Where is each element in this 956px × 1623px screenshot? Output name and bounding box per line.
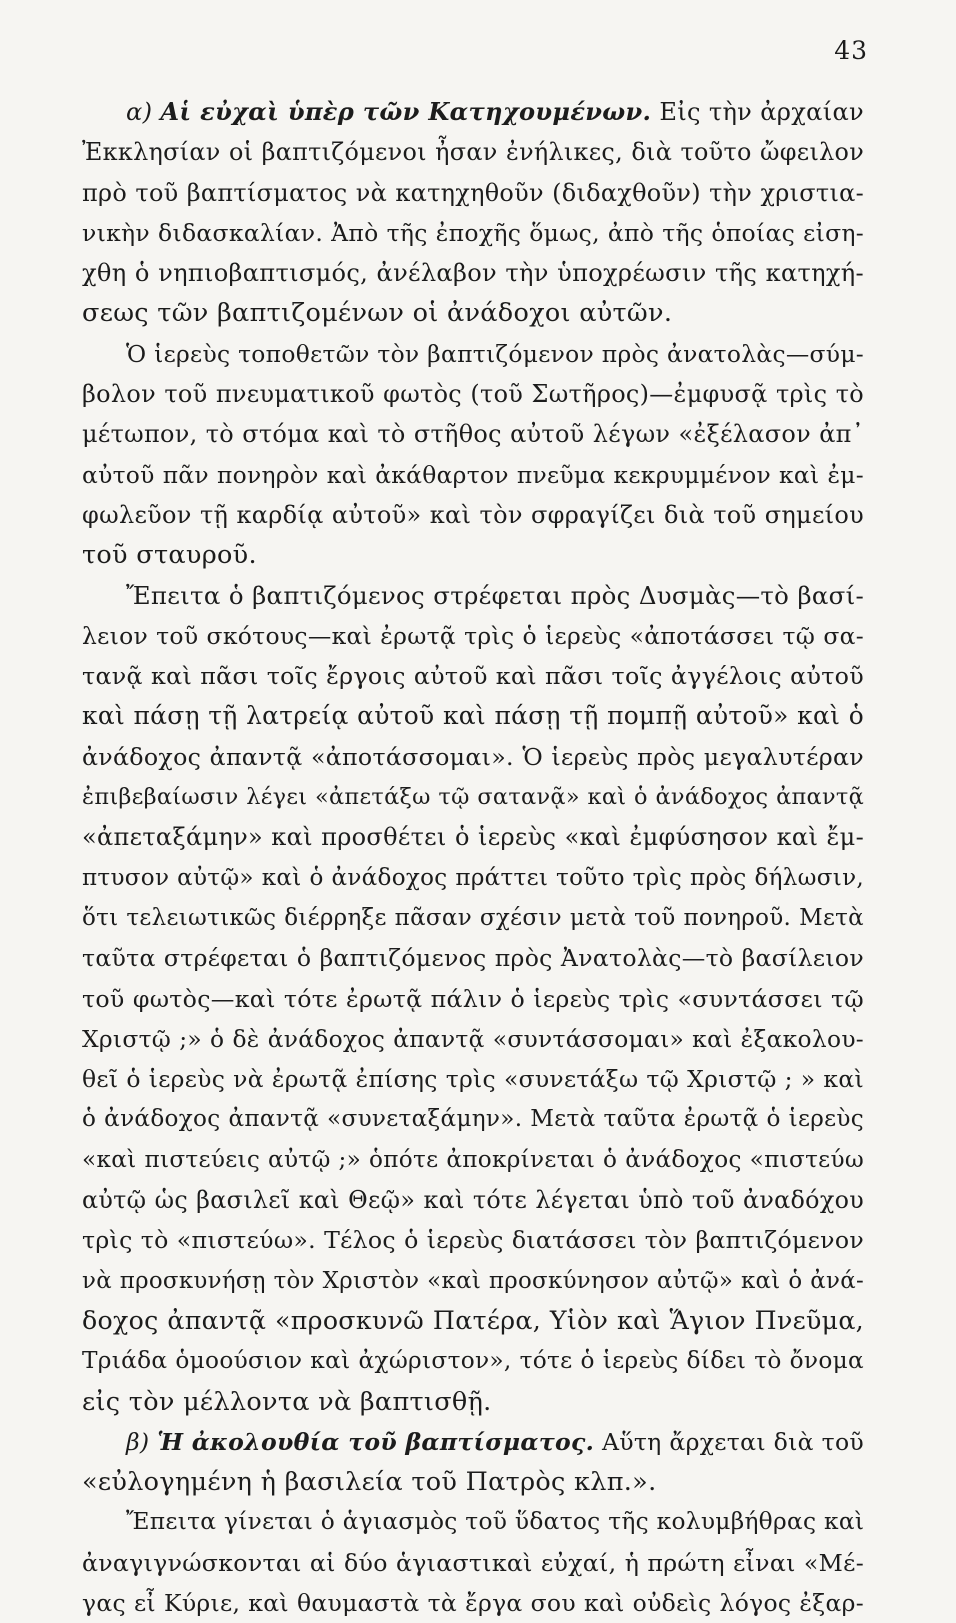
text-line: τανᾷ καὶ πᾶσι τοῖς ἔργοις αὐτοῦ καὶ πᾶσι τοῖς ἀγγέλοις αὐτοῦ — [82, 662, 864, 691]
text-line: Χριστῷ ;» ὁ δὲ ἀνάδοχος ἀπαντᾷ «συντάσσομαι» καὶ ἐξακολου- — [82, 1024, 864, 1053]
text-line: Τριάδα ὁμοούσιον καὶ ἀχώριστον», τότε ὁ ἱερεὺς δίδει τὸ ὄνομα — [82, 1347, 864, 1375]
section-b-first-line — [82, 1422, 864, 1462]
text-line: λειον τοῦ σκότους—καὶ ἐρωτᾷ τρὶς ὁ ἱερεὺς «ἀποτάσσει τῷ σα- — [82, 621, 864, 650]
text-line: Ὁ ἱερεὺς τοποθετῶν τὸν βαπτιζόμενον πρὸς ἀνατολὰς—σύμ- — [126, 339, 865, 368]
text-line: τοῦ φωτὸς—καὶ τότε ἐρωτᾷ πάλιν ὁ ἱερεὺς τρὶς «συντάσσει τῷ — [82, 984, 864, 1013]
text-line: γας εἶ Κύριε, καὶ θαυμαστὰ τὰ ἔργα σου καὶ οὐδεὶς λόγος ἐξαρ- — [82, 1588, 864, 1617]
text-line: αὐτῷ ὡς βασιλεῖ καὶ Θεῷ» καὶ τότε λέγεται ὑπὸ τοῦ ἀναδόχου — [82, 1186, 864, 1215]
text-line: βολον τοῦ πνευματικοῦ φωτὸς (τοῦ Σωτῆρος)—ἐμφυσᾷ τρὶς τὸ — [82, 380, 864, 409]
text-line: «καὶ πιστεύεις αὐτῷ ;» ὁπότε ἀποκρίνεται ὁ ἀνάδοχος «πιστεύω — [82, 1146, 864, 1173]
text-line: Ἐκκλησίαν οἱ βαπτιζόμενοι ἦσαν ἐνήλικες, διὰ τοῦτο ὤφειλον — [82, 138, 864, 167]
text-line-segment: Αὕτη ἄρχεται διὰ τοῦ — [601, 1427, 865, 1456]
text-line: τρὶς τὸ «πιστεύω». Τέλος ὁ ἱερεὺς διατάσσει τὸν βαπτιζόμενον — [82, 1226, 864, 1255]
text-line: ἐπιβεβαίωσιν λέγει «ἀπετάξω τῷ σατανᾷ» καὶ ὁ ἀνάδοχος ἀπαντᾷ — [82, 784, 864, 811]
text-line: σεως τῶν βαπτιζομένων οἱ ἀνάδοχοι αὐτῶν. — [82, 298, 673, 329]
text-line: πτυσον αὐτῷ» καὶ ὁ ἀνάδοχος πράττει τοῦτο τρὶς πρὸς δήλωσιν, — [82, 864, 864, 891]
text-line: φωλεῦον τῇ καρδίᾳ αὐτοῦ» καὶ τὸν σφραγίζει διὰ τοῦ σημείου — [82, 500, 864, 529]
section-a-heading: Αἱ εὐχαὶ ὑπὲρ τῶν Κατηχουμένων. — [160, 97, 652, 126]
text-line: καὶ πάσῃ τῇ λατρείᾳ αὐτοῦ καὶ πάσῃ τῇ πομπῇ αὐτοῦ» καὶ ὁ — [82, 701, 864, 731]
text-line: Ἔπειτα ὁ βαπτιζόμενος στρέφεται πρὸς Δυσμὰς—τὸ βασί- — [126, 580, 864, 610]
text-line: ὁ ἀνάδοχος ἀπαντᾷ «συνεταξάμην». Μετὰ ταῦτα ἐρωτᾷ ὁ ἱερεὺς — [82, 1106, 864, 1133]
text-line: ἀνάδοχος ἀπαντᾷ «ἀποτάσσομαι». Ὁ ἱερεὺς πρὸς μεγαλυτέραν — [82, 742, 864, 771]
text-line: «εὐλογημένη ἡ βασιλεία τοῦ Πατρὸς κλπ.». — [82, 1467, 657, 1498]
text-line: χθη ὁ νηπιοβαπτισμός, ἀνέλαβον τὴν ὑποχρέωσιν τῆς κατηχή- — [82, 259, 864, 288]
section-a-first-line — [82, 92, 864, 132]
text-line: νὰ προσκυνήσῃ τὸν Χριστὸν «καὶ προσκύνησον αὐτῷ» καὶ ὁ ἀνά- — [82, 1267, 864, 1294]
section-a-label: α) — [126, 98, 153, 126]
text-line: αὐτοῦ πᾶν πονηρὸν καὶ ἀκάθαρτον πνεῦμα κεκρυμμένον καὶ ἐμ- — [82, 460, 864, 489]
text-line-segment: Εἰς τὴν ἀρχαίαν — [659, 98, 864, 126]
text-line: Ἔπειτα γίνεται ὁ ἁγιασμὸς τοῦ ὕδατος τῆς κολυμβήθρας καὶ — [126, 1508, 865, 1536]
text-line: πρὸ τοῦ βαπτίσματος νὰ κατηχηθοῦν (διδαχθοῦν) τὴν χριστια- — [82, 178, 864, 207]
text-line: «ἀπεταξάμην» καὶ προσθέτει ὁ ἱερεὺς «καὶ ἐμφύσησον καὶ ἔμ- — [82, 823, 864, 852]
text-line: θεῖ ὁ ἱερεὺς νὰ ἐρωτᾷ ἐπίσης τρὶς «συνετάξω τῷ Χριστῷ ; » καὶ — [82, 1065, 864, 1094]
text-line: ταῦτα στρέφεται ὁ βαπτιζόμενος πρὸς Ἀνατολὰς—τὸ βασίλειον — [82, 944, 864, 973]
section-b-label: β) — [126, 1427, 150, 1456]
body-text — [82, 92, 864, 1623]
text-line: μέτωπον, τὸ στόμα καὶ τὸ στῆθος αὐτοῦ λέγων «ἐξέλασον ἀπ᾿ — [82, 420, 864, 449]
text-line: δοχος ἀπαντᾷ «προσκυνῶ Πατέρα, Υἱὸν καὶ Ἅγιον Πνεῦμα, — [82, 1305, 864, 1335]
text-line: τοῦ σταυροῦ. — [82, 540, 257, 571]
section-b-heading: Ἡ ἀκολουθία τοῦ βαπτίσματος. — [157, 1427, 595, 1456]
text-line: εἰς τὸν μέλλοντα νὰ βαπτισθῇ. — [82, 1386, 492, 1417]
text-line: ἀναγιγνώσκονται αἱ δύο ἁγιαστικαὶ εὐχαί, ἡ πρώτη εἶναι «Μέ- — [82, 1548, 864, 1577]
page-number: 43 — [834, 36, 868, 65]
text-line: ὅτι τελειωτικῶς διέρρηξε πᾶσαν σχέσιν μετὰ τοῦ πονηροῦ. Μετὰ — [82, 904, 864, 931]
text-line: νικὴν διδασκαλίαν. Ἀπὸ τῆς ἐποχῆς ὅμως, ἀπὸ τῆς ὁποίας εἰση- — [82, 218, 864, 247]
